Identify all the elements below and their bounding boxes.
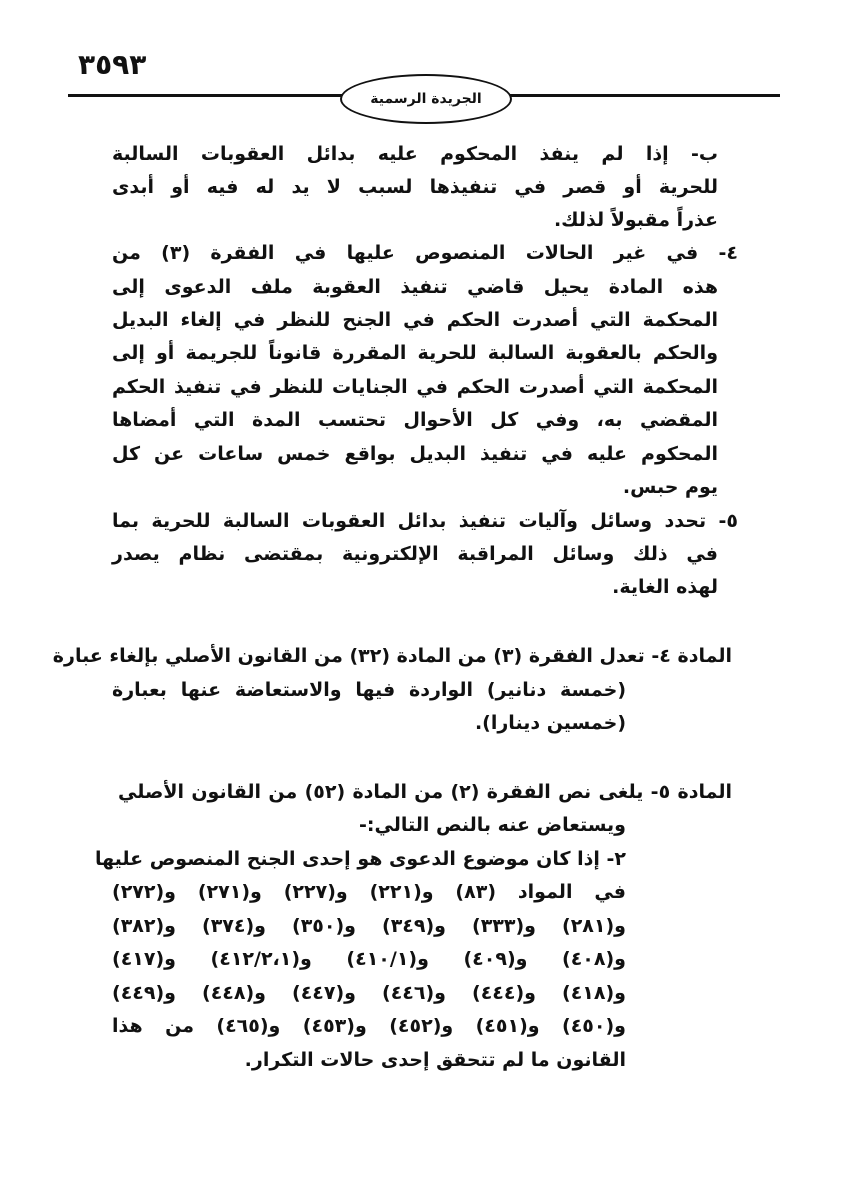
- text-line: و(٢٨١) و(٣٣٣) و(٣٤٩) و(٣٥٠) و(٣٧٤) و(٣٨٢): [112, 915, 626, 937]
- text-line: والحكم بالعقوبة السالبة للحرية المقررة قانوناً للجريمة أو إلى: [112, 342, 718, 364]
- text-line: المقضي به، وفي كل الأحوال تحتسب المدة التي أمضاها: [112, 409, 718, 431]
- text-line: المحكوم عليه في تنفيذ البديل بواقع خمس ساعات عن كل: [112, 443, 718, 465]
- text-line: و(٤١٨) و(٤٤٤) و(٤٤٦) و(٤٤٧) و(٤٤٨) و(٤٤٩): [112, 982, 626, 1004]
- text-line: (خمسين دينارا).: [474, 712, 626, 734]
- text-line: ٢- إذا كان موضوع الدعوى هو إحدى الجنح المنصوص عليها: [94, 848, 626, 870]
- text-line: المحكمة التي أصدرت الحكم في الجنايات للنظر في تنفيذ الحكم: [112, 376, 718, 398]
- text-line: عذراً مقبولاً لذلك.: [553, 209, 718, 231]
- text-line: القانون ما لم تتحقق إحدى حالات التكرار.: [244, 1049, 626, 1071]
- text-line: يوم حبس.: [622, 476, 718, 498]
- text-line: ٥- تحدد وسائل وآليات تنفيذ بدائل العقوبات السالبة للحرية بما: [112, 510, 738, 532]
- text-line: (خمسة دنانير) الواردة فيها والاستعاضة عنها بعبارة: [112, 679, 626, 701]
- text-line: في ذلك وسائل المراقبة الإلكترونية بمقتضى نظام يصدر: [112, 543, 718, 565]
- article-5-line: المادة ٥- يلغى نص الفقرة (٢) من المادة (٥٢) من القانون الأصلي: [118, 781, 733, 803]
- page-number: ٣٥٩٣: [78, 48, 147, 81]
- text-line: لهذه الغاية.: [612, 576, 718, 598]
- text-line: ويستعاض عنه بالنص التالي:-: [358, 814, 626, 836]
- text-line: ب- إذا لم ينفذ المحكوم عليه بدائل العقوبات السالبة: [112, 143, 718, 165]
- text-line: في المواد (٨٣) و(٢٢١) و(٢٢٧) و(٢٧١) و(٢٧٢): [112, 881, 626, 903]
- text-line: المحكمة التي أصدرت الحكم في الجنح للنظر في إلغاء البديل: [112, 309, 718, 331]
- text-line: و(٤٥٠) و(٤٥١) و(٤٥٢) و(٤٥٣) و(٤٦٥) من هذا: [112, 1015, 626, 1037]
- gazette-title-oval: الجريدة الرسمية: [340, 74, 512, 124]
- text-line: للحرية أو قصر في تنفيذها لسبب لا يد له فيه أو أبدى: [112, 176, 718, 198]
- article-4-line: المادة ٤- تعدل الفقرة (٣) من المادة (٣٢) من القانون الأصلي بإلغاء عبارة: [52, 645, 732, 667]
- text-line: ٤- في غير الحالات المنصوص عليها في الفقرة (٣) من: [112, 242, 738, 264]
- text-line: هذه المادة يحيل قاضي تنفيذ العقوبة ملف الدعوى إلى: [112, 276, 718, 298]
- text-line: و(٤٠٨) و(٤٠٩) و(٤١٠/١) و(٤١٢/٢،١) و(٤١٧): [112, 948, 626, 970]
